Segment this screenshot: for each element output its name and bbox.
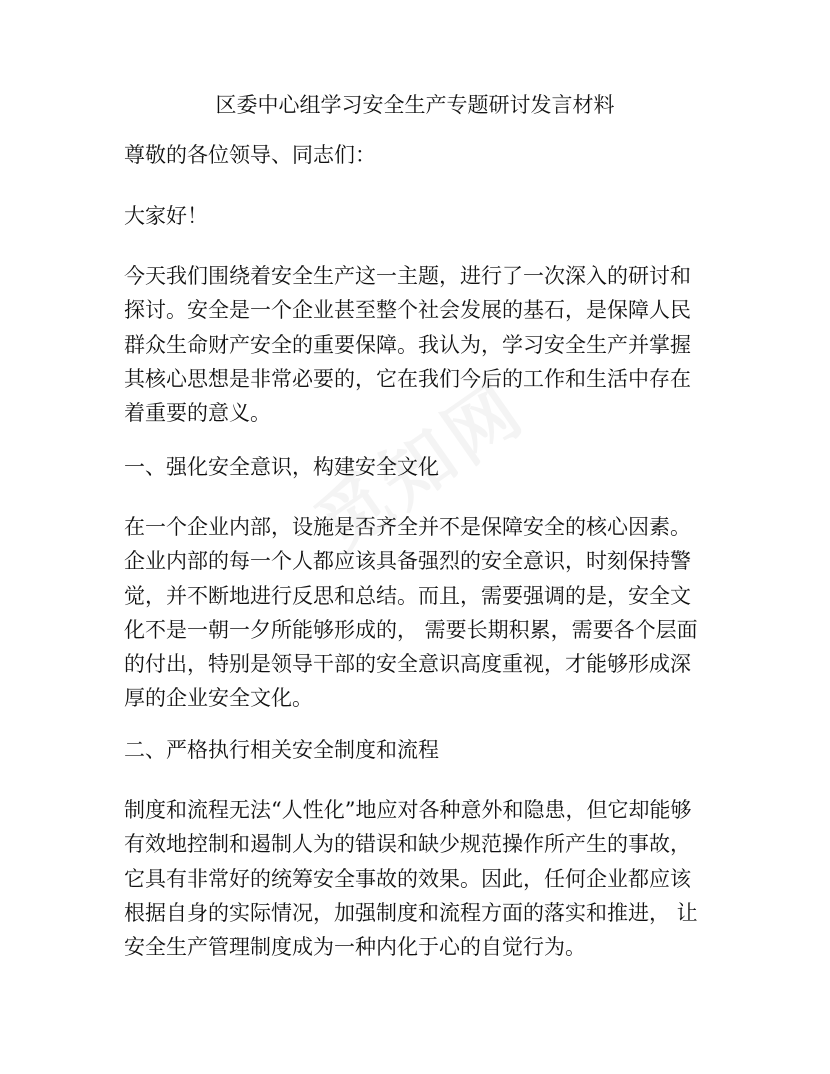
paragraph-line: 觉，并不断地进行反思和总结。而且，需要强调的是，安全文 [124,583,691,608]
section-2-paragraph [124,793,724,964]
paragraph-line: 有效地控制和遏制人为的错误和缺少规范操作所产生的事故， [124,832,691,857]
paragraph-line: 化不是一朝一夕所能够形成的， 需要长期积累，需要各个层面 [124,617,698,642]
section-1-heading: 一、强化安全意识，构建安全文化 [124,455,439,479]
paragraph-line: 厚的企业安全文化。 [124,686,313,711]
paragraph-line: 探讨。安全是一个企业甚至整个社会发展的基石，是保障人民 [124,298,691,323]
intro-paragraph [124,259,724,430]
paragraph-line: 企业内部的每一个人都应该具备强烈的安全意识，时刻保持警 [124,549,691,574]
paragraph-line: 其核心思想是非常必要的，它在我们今后的工作和生活中存在 [124,366,691,391]
greeting: 大家好！ [124,204,208,228]
paragraph-line: 在一个企业内部，设施是否齐全并不是保障安全的核心因素。 [124,515,691,539]
paragraph-line: 它具有非常好的统筹安全事故的效果。因此，任何企业都应该 [124,866,691,891]
paragraph-line: 根据自身的实际情况，加强制度和流程方面的落实和推进， 让 [124,900,698,925]
paragraph-line: 的付出，特别是领导干部的安全意识高度重视，才能够形成深 [124,652,691,677]
salutation: 尊敬的各位领导、同志们： [124,143,376,167]
paragraph-line: 群众生命财产安全的重要保障。我认为，学习安全生产并掌握 [124,332,691,357]
paragraph-line: 制度和流程无法“人性化”地应对各种意外和隐患，但它却能够 [124,798,692,822]
section-1-paragraph [124,510,724,716]
paragraph-line: 今天我们围绕着安全生产这一主题，进行了一次深入的研讨和 [124,264,691,288]
paragraph-line: 安全生产管理制度成为一种内化于心的自觉行为。 [124,935,586,960]
section-2-heading: 二、严格执行相关安全制度和流程 [124,738,439,762]
document-title: 区委中心组学习安全生产专题研讨发言材料 [215,93,615,117]
paragraph-line: 着重要的意义。 [124,401,271,426]
